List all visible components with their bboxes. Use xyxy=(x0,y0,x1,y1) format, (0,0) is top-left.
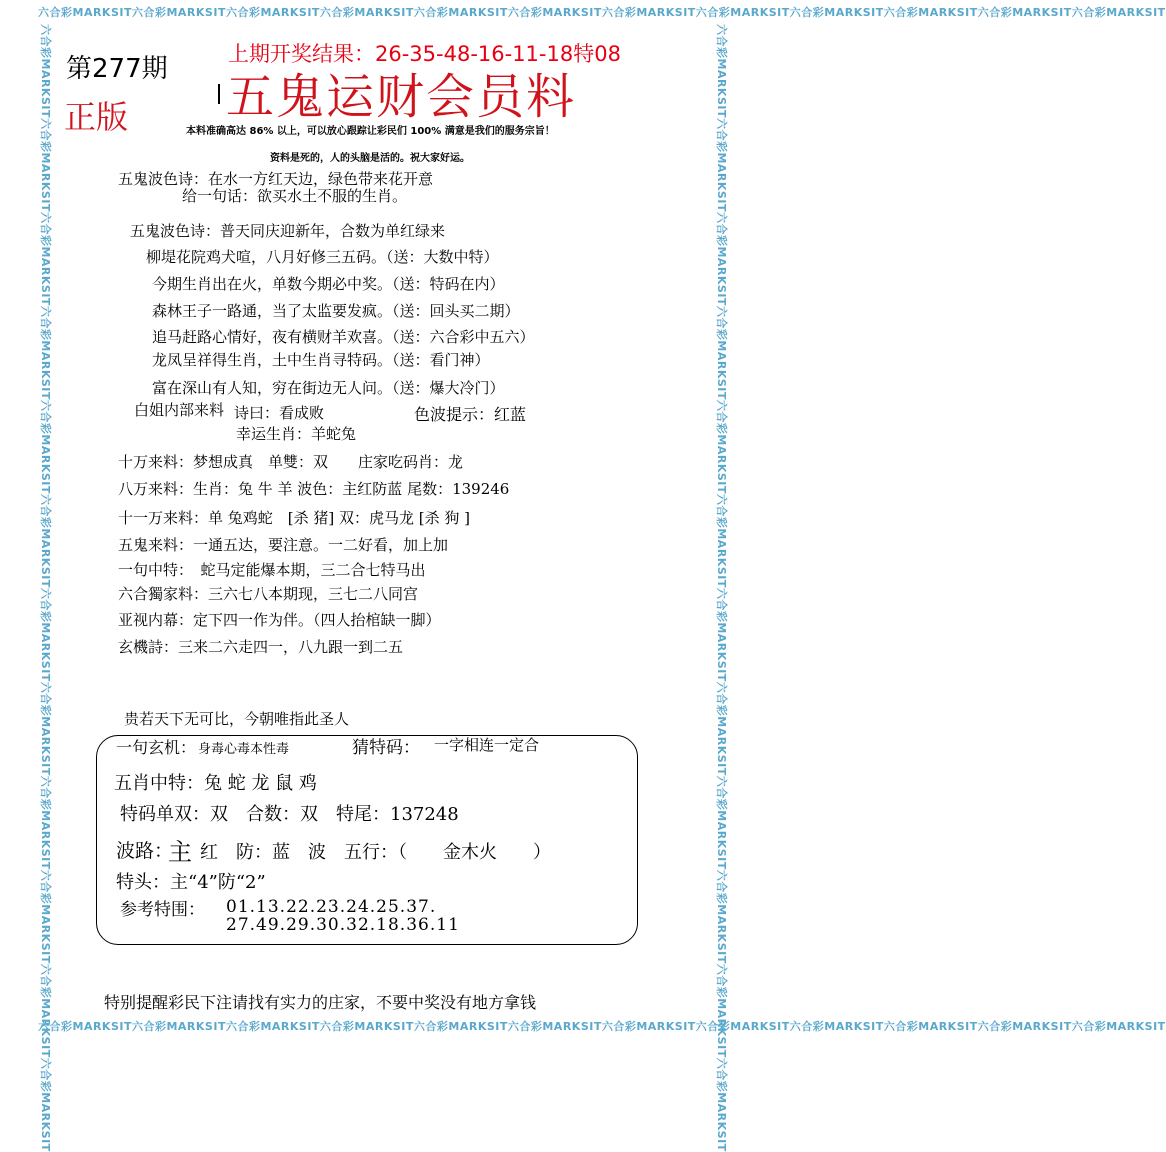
border-watermark-top: 六合彩MARKSIT六合彩MARKSIT六合彩MARKSIT六合彩MARKSIT六合彩MARKSIT六合彩MARKSIT六合彩MARKSIT六合彩MARKSIT六合彩MARKSIT六合彩MARKSIT六合彩MARKSIT六合彩MARKSIT xyxy=(38,6,1166,19)
intro-line-2: 资料是死的，人的头脑是活的。祝大家好运。 xyxy=(270,153,470,164)
poem-line-5: 龙凤呈祥得生肖，土中生肖寻特码。（送：看门神） xyxy=(152,351,490,369)
poem-line-6: 富在深山有人知，穷在街边无人问。（送：爆大冷门） xyxy=(152,379,505,397)
reference-label: 参考特围： xyxy=(120,900,205,920)
insider-poem: 诗曰：看成败 xyxy=(234,404,325,422)
one-sentence-hint: 给一句话：欲买水土不服的生肖。 xyxy=(182,187,408,205)
insider-lucky-zodiac: 幸运生肖：羊蛇兔 xyxy=(236,425,357,443)
source-one-sentence: 一句中特： 蛇马定能爆本期，三二合七特马出 xyxy=(118,561,426,579)
guess-label: 猜特码： xyxy=(352,738,420,758)
page-title: 五鬼运财会员料 xyxy=(226,69,577,125)
border-watermark-right-text: 六合彩MARKSIT六合彩MARKSIT六合彩MARKSIT六合彩MARKSIT六合彩MARKSIT六合彩MARKSIT六合彩MARKSIT六合彩MARKSIT六合彩MARKSIT六合彩MARKSIT六合彩MARKSIT六合彩MARKSIT xyxy=(715,24,728,1152)
border-watermark-bottom: 六合彩MARKSIT六合彩MARKSIT六合彩MARKSIT六合彩MARKSIT六合彩MARKSIT六合彩MARKSIT六合彩MARKSIT六合彩MARKSIT六合彩MARKSIT六合彩MARKSIT六合彩MARKSIT六合彩MARKSIT xyxy=(38,1020,1166,1033)
footer-reminder: 特别提醒彩民下注请找有实力的庄家，不要中奖没有地方拿钱 xyxy=(104,993,537,1012)
source-five-ghosts: 五鬼来料：一通五达，要注意。一二好看，加上加 xyxy=(118,536,449,554)
wave-details: 红 防：蓝 波 五行：（ 金木火 ） xyxy=(200,842,551,863)
riddle-text: 身毒心毒本性毒 xyxy=(198,742,290,757)
source-110k: 十一万来料：单 兔鸡蛇 [杀 猪] 双：虎马龙 [杀 狗 ] xyxy=(118,509,471,527)
insider-label: 白姐内部来料 xyxy=(134,401,225,419)
riddle-label: 一句玄机： xyxy=(116,738,197,757)
poem-line-1: 柳堤花院鸡犬喧，八月好修三五码。（送：大数中特） xyxy=(146,248,499,266)
special-head: 特头：主“4”防“2” xyxy=(116,872,266,893)
text-cursor-bar xyxy=(218,84,220,104)
source-mystic-poem: 玄機詩：三来二六走四一，八九跟一到二五 xyxy=(118,638,404,656)
wave-label: 波路： xyxy=(116,840,174,862)
color-poem-2: 五鬼波色诗：普天同庆迎新年，合数为单红绿来 xyxy=(130,222,446,240)
motto-text: 贵若天下无可比，今朝唯指此圣人 xyxy=(124,710,350,728)
border-watermark-left-text: 六合彩MARKSIT六合彩MARKSIT六合彩MARKSIT六合彩MARKSIT六合彩MARKSIT六合彩MARKSIT六合彩MARKSIT六合彩MARKSIT六合彩MARKSIT六合彩MARKSIT六合彩MARKSIT六合彩MARKSIT xyxy=(39,24,52,1152)
issue-number: 第277期 xyxy=(66,54,168,84)
source-exclusive: 六合獨家料：三六七八本期现，三七二八同宫 xyxy=(118,585,419,603)
wave-main: 主 xyxy=(168,838,192,866)
insider-color-hint: 色波提示：红蓝 xyxy=(414,405,527,424)
border-watermark-right xyxy=(710,24,732,1152)
color-poem-1: 五鬼波色诗：在水一方红天边，绿色带来花开意 xyxy=(118,170,434,188)
reference-row-2: 27.49.29.30.32.18.36.11 xyxy=(226,915,460,935)
source-asia-insider: 亚视内幕：定下四一作为伴。（四人抬棺缺一脚） xyxy=(118,611,441,629)
poem-line-3: 森林王子一路通，当了太监要发疯。（送：回头买二期） xyxy=(152,302,520,320)
border-watermark-left xyxy=(34,24,56,1152)
edition-label: 正版 xyxy=(64,98,129,136)
odd-even-pick: 特码单双：双 合数：双 特尾：137248 xyxy=(120,804,459,825)
last-result-text: 上期开奖结果：26-35-48-16-11-18特08 xyxy=(228,42,621,66)
poem-line-4: 追马赶路心情好，夜有横财羊欢喜。（送：六合彩中五六） xyxy=(152,328,535,346)
source-100k: 十万来料：梦想成真 单雙：双 庄家吃码肖：龙 xyxy=(118,453,464,471)
guess-text: 一字相连一定合 xyxy=(434,736,540,754)
intro-line-1: 本料准确高达 86% 以上，可以放心跟踪让彩民们 100% 满意是我们的服务宗旨！ xyxy=(186,126,555,137)
five-zodiac-pick: 五肖中特：兔 蛇 龙 鼠 鸡 xyxy=(114,773,317,794)
poem-line-2: 今期生肖出在火，单数今期必中奖。（送：特码在内） xyxy=(152,275,505,293)
reference-row-1: 01.13.22.23.24.25.37. xyxy=(226,897,437,917)
source-80k: 八万来料：生肖：兔 牛 羊 波色：主红防蓝 尾数：139246 xyxy=(118,480,510,498)
